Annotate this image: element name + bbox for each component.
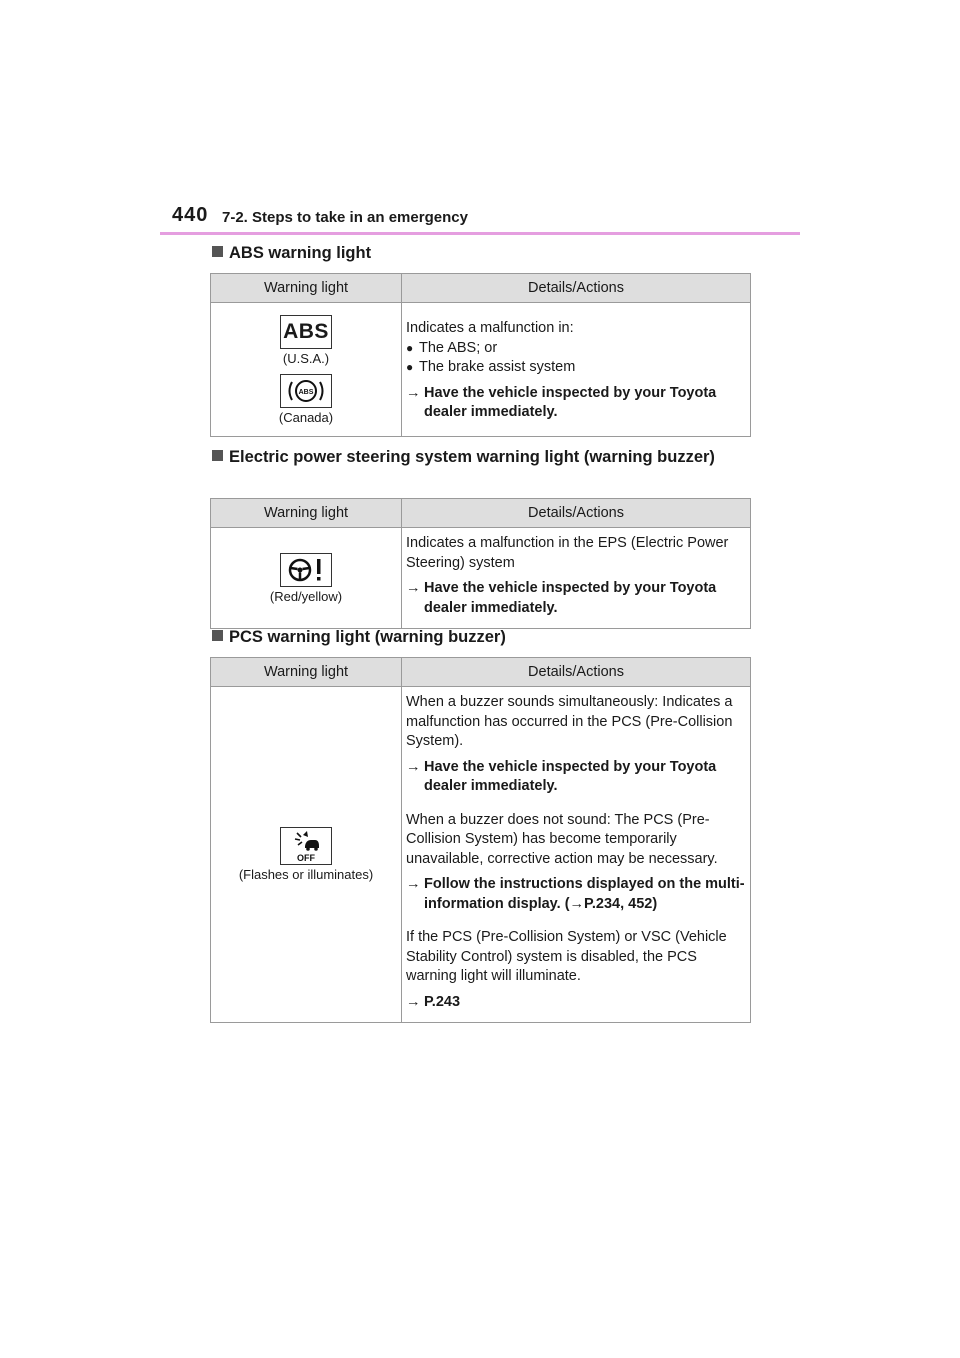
arrow-right-icon: → — [406, 384, 421, 401]
action-text: → Have the vehicle inspected by your Toyota dealer immediately. — [406, 579, 746, 618]
warning-light-cell — [211, 303, 402, 437]
eps-warning-table — [210, 498, 751, 629]
icon-caption-canada: (Canada) — [278, 409, 334, 425]
column-header-details: Details/Actions — [402, 658, 751, 687]
arrow-right-icon: → — [406, 758, 421, 775]
arrow-right-icon: → — [406, 580, 421, 596]
details-paragraph: When a buzzer does not sound: The PCS (Pre-Collision System) has become temporarily unavailable, corrective action may be necessary. — [406, 811, 718, 867]
warning-light-cell — [211, 687, 402, 1023]
arrow-right-icon: → — [569, 895, 585, 912]
arrow-right-icon: → — [406, 993, 421, 1010]
header-divider — [160, 232, 800, 235]
details-paragraph: If the PCS (Pre-Collision System) or VSC (Vehicle Stability Control) system is disabled, the PCS warning light will illuminate. — [406, 929, 727, 984]
arrow-right-icon: → — [406, 876, 421, 892]
action-text — [406, 993, 746, 1013]
section-title-eps: Electric power steering system warning light (warning buzzer) — [212, 446, 732, 468]
column-header-warning-light: Warning light — [211, 658, 402, 687]
details-cell — [402, 303, 751, 437]
column-header-warning-light: Warning light — [211, 274, 402, 303]
abs-warning-table — [210, 273, 751, 437]
details-cell — [402, 687, 751, 1023]
icon-caption: (Flashes or illuminates) — [238, 867, 374, 882]
steering-wheel-warning-icon — [280, 553, 332, 587]
column-header-warning-light: Warning light — [211, 499, 402, 528]
pcs-warning-table — [210, 657, 751, 1023]
section-title-abs: ABS warning light — [212, 242, 732, 264]
list-item: ● The brake assist system — [406, 358, 746, 378]
page-header — [172, 204, 800, 234]
column-header-details: Details/Actions — [402, 499, 751, 528]
details-cell — [402, 528, 751, 629]
warning-light-cell — [211, 528, 402, 629]
square-bullet-icon — [212, 630, 223, 641]
icon-caption-usa: (U.S.A.) — [282, 350, 330, 366]
action-text: → Follow the instructions displayed on the multi-information display. (→P.234, 452) — [406, 875, 746, 914]
svg-text:ABS: ABS — [298, 388, 314, 396]
column-header-details: Details/Actions — [402, 274, 751, 303]
bullet-dot-icon: ● — [406, 340, 414, 355]
page-reference-link[interactable]: P.234, 452) — [584, 895, 658, 912]
page-reference-link[interactable]: P.243 — [424, 993, 461, 1010]
details-intro: Indicates a malfunction in: — [406, 320, 574, 336]
details-intro: Indicates a malfunction in the EPS (Electric Power Steering) system — [406, 535, 729, 571]
abs-circle-icon — [280, 374, 332, 408]
abs-text-icon: ABS — [280, 315, 332, 349]
square-bullet-icon — [212, 450, 223, 461]
icon-caption: (Red/yellow) — [269, 588, 343, 604]
page-number: 440 — [172, 204, 209, 226]
square-bullet-icon — [212, 246, 223, 257]
chapter-title: 7-2. Steps to take in an emergency — [222, 209, 468, 226]
action-text: → Have the vehicle inspected by your Toyota dealer immediately. — [406, 758, 746, 797]
bullet-dot-icon: ● — [406, 360, 414, 374]
svg-text:OFF: OFF — [297, 853, 315, 863]
section-title-pcs: PCS warning light (warning buzzer) — [212, 626, 732, 648]
list-item: ● The ABS; or — [406, 339, 746, 359]
details-paragraph: When a buzzer sounds simultaneously: Indicates a malfunction has occurred in the PCS (Pre-Collision System). — [406, 694, 733, 749]
action-text: → Have the vehicle inspected by your Toyota dealer immediately. — [406, 384, 746, 423]
pcs-off-icon — [280, 827, 332, 865]
